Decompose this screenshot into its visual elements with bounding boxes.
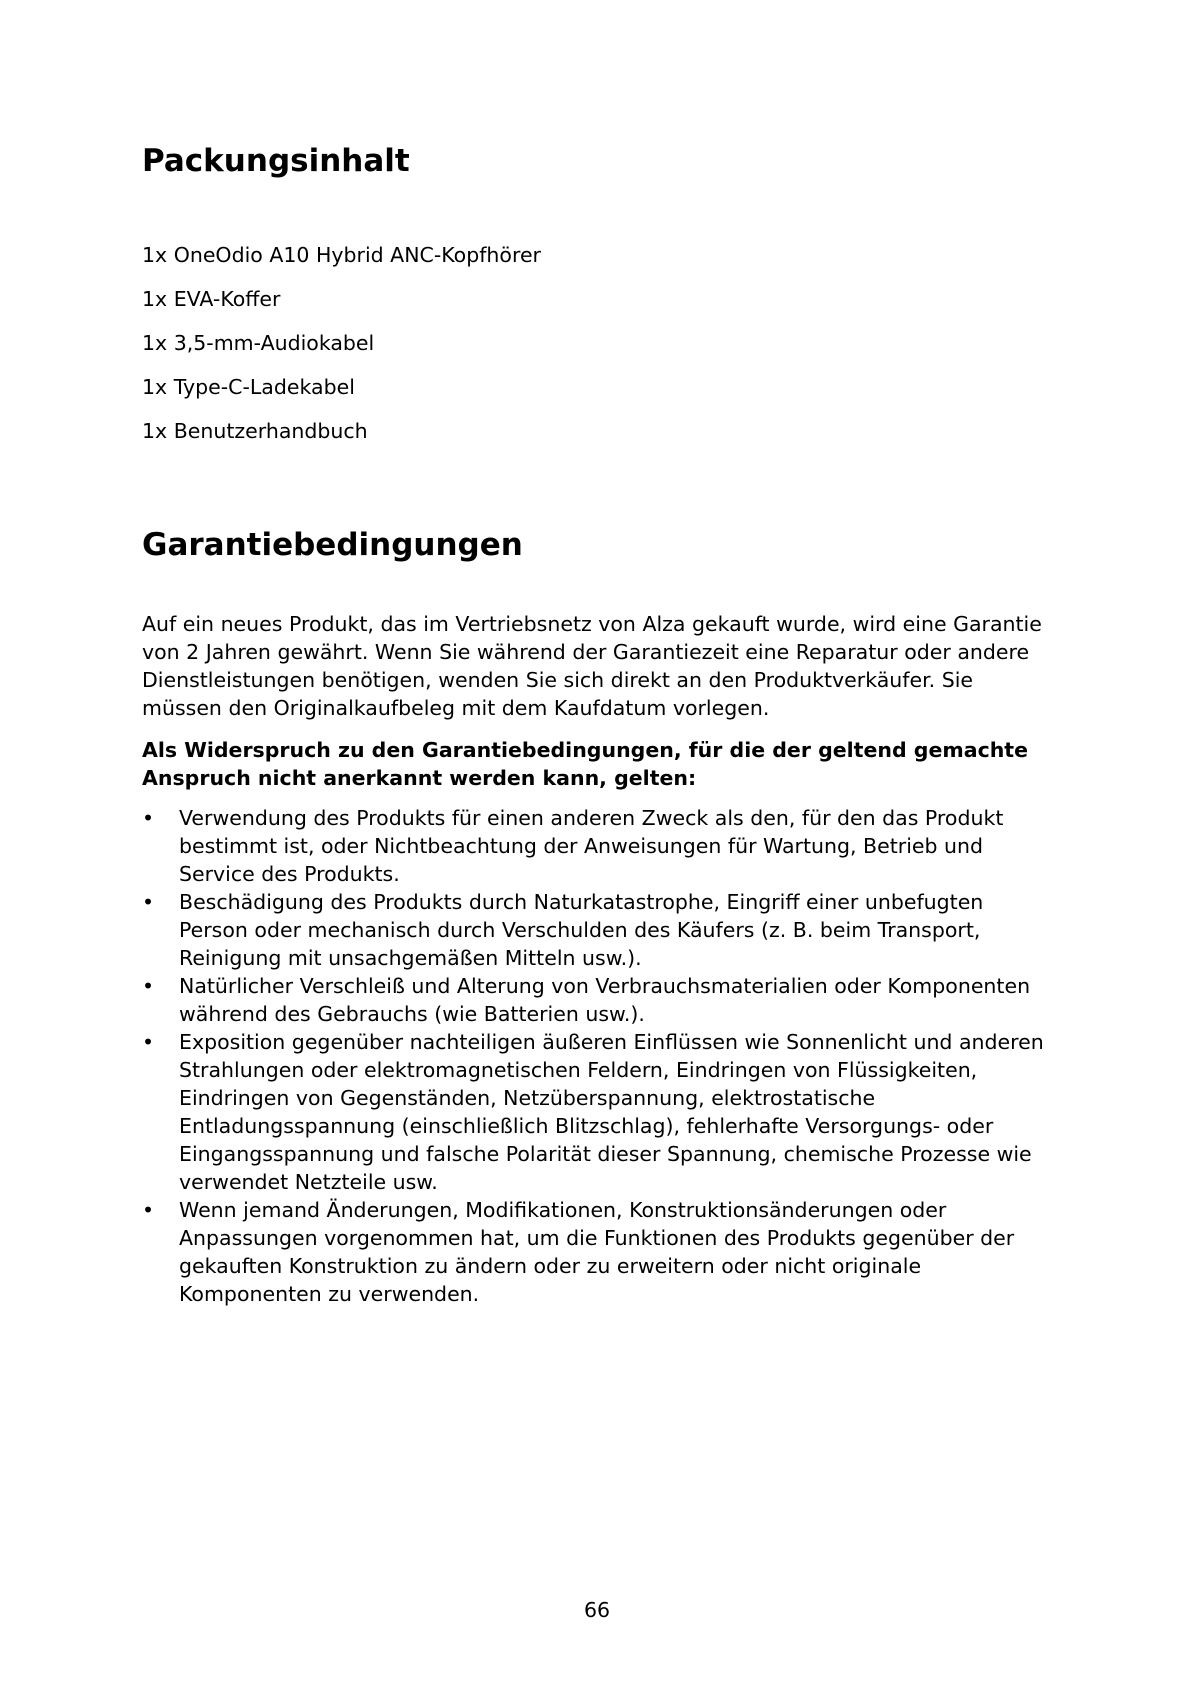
bullet-icon: • [142, 890, 155, 914]
warranty-exclusions-list [142, 804, 1052, 1308]
list-item: 1x 3,5-mm-Audiokabel [142, 331, 375, 355]
bullet-icon: • [142, 1198, 155, 1222]
list-item [142, 1028, 1052, 1196]
list-item-text: Exposition gegenüber nachteiligen äußeren Einflüssen wie Sonnenlicht und anderen Strahlungen oder elektromagnetischen Feldern, Eindringen von Flüssigkeiten, Eindringen von Gegenständen, Netzüberspannung, elektrostatische Entladungsspannung (einschließlich Blitzschlag), fehlerhafte Versorgungs- oder Eingangsspannung und falsche Polarität dieser Spannung, chemische Prozesse wie verwendet Netzteile usw. [179, 1030, 1044, 1194]
bullet-icon: • [142, 806, 155, 830]
bullet-icon: • [142, 974, 155, 998]
package-contents-list [142, 241, 541, 461]
list-item [142, 972, 1052, 1028]
list-item-text: Natürlicher Verschleiß und Alterung von Verbrauchsmaterialien oder Komponenten während des Gebrauchs (wie Batterien usw.). [179, 974, 1031, 1026]
list-item: 1x OneOdio A10 Hybrid ANC-Kopfhörer [142, 243, 541, 267]
warranty-intro-paragraph: Auf ein neues Produkt, das im Vertriebsnetz von Alza gekauft wurde, wird eine Garantie von 2 Jahren gewährt. Wenn Sie während der Garantiezeit eine Reparatur oder andere Dienstleistungen benötigen, wenden Sie sich direkt an den Produktverkäufer. Sie müssen den Originalkaufbeleg mit dem Kaufdatum vorlegen. [142, 612, 1042, 720]
list-item-text: Wenn jemand Änderungen, Modifikationen, Konstruktionsänderungen oder Anpassungen vorgenommen hat, um die Funktionen des Produkts gegenüber der gekauften Konstruktion zu ändern oder zu erweitern oder nicht originale Komponenten zu verwenden. [179, 1198, 1015, 1306]
list-item [142, 804, 1052, 888]
list-item: 1x Benutzerhandbuch [142, 419, 368, 443]
heading-packungsinhalt: Packungsinhalt [142, 143, 410, 179]
page-number: 66 [583, 1598, 611, 1622]
bullet-icon: • [142, 1030, 155, 1054]
document-page [142, 0, 1052, 1684]
list-item [142, 1196, 1052, 1308]
heading-garantiebedingungen: Garantiebedingungen [142, 527, 523, 563]
list-item: 1x EVA-Koffer [142, 287, 281, 311]
warranty-section [142, 610, 1052, 1308]
list-item [142, 888, 1052, 972]
list-item-text: Beschädigung des Produkts durch Naturkatastrophe, Eingriff einer unbefugten Person oder mechanisch durch Verschulden des Käufers (z. B. beim Transport, Reinigung mit unsachgemäßen Mitteln usw.). [179, 890, 984, 970]
list-item-text: Verwendung des Produkts für einen anderen Zweck als den, für den das Produkt bestimmt ist, oder Nichtbeachtung der Anweisungen für Wartung, Betrieb und Service des Produkts. [179, 806, 1004, 886]
warranty-exclusions-lead: Als Widerspruch zu den Garantiebedingungen, für die der geltend gemachte Anspruch nicht anerkannt werden kann, gelten: [142, 738, 1029, 790]
list-item: 1x Type-C-Ladekabel [142, 375, 355, 399]
